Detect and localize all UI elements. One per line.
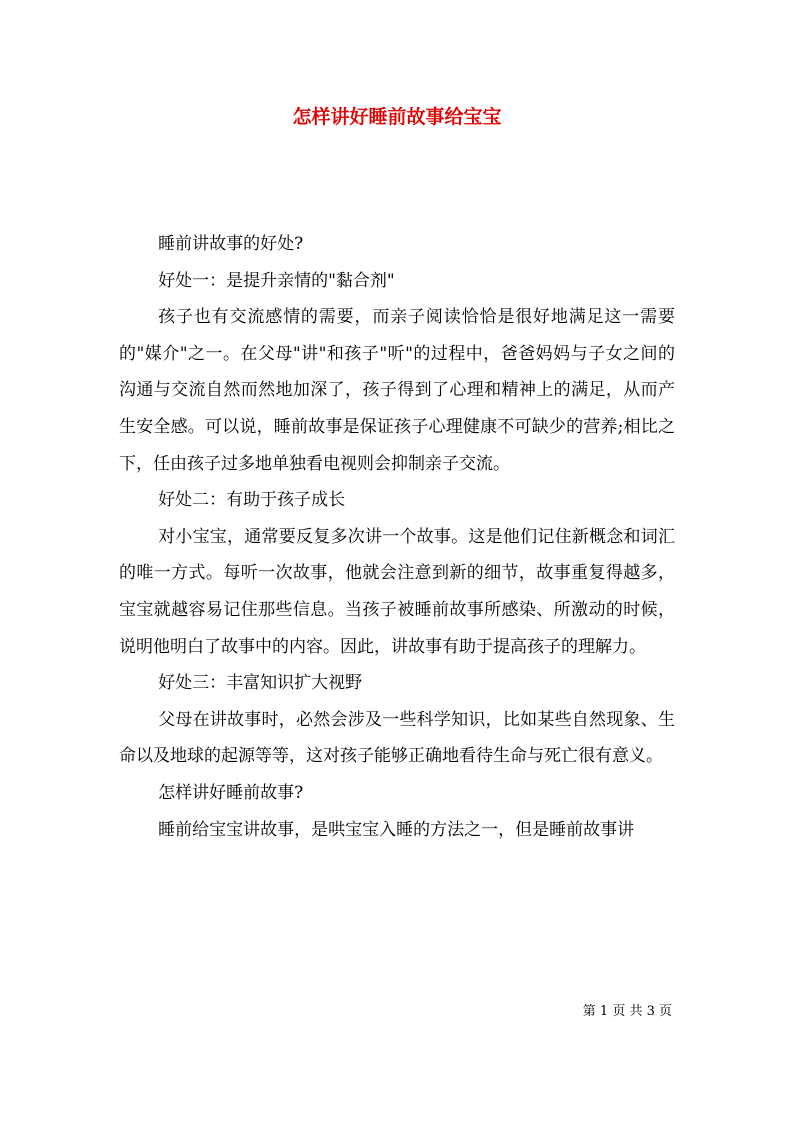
paragraph-benefit-three-body: 父母在讲故事时，必然会涉及一些科学知识，比如某些自然现象、生命以及地球的起源等等，这对孩子能够正确地看待生命与死亡很有意义。: [119, 709, 675, 767]
paragraph-benefit-two-body: 对小宝宝，通常要反复多次讲一个故事。这是他们记住新概念和词汇的唯一方式。每听一次故事，他就会注意到新的细节，故事重复得越多，宝宝就越容易记住那些信息。当孩子被睡前故事所感染、所激动的时候，说明他明白了故事中的内容。因此，讲故事有助于提高孩子的理解力。: [119, 526, 675, 657]
page-number-footer: 第 1 页 共 3 页: [582, 1004, 672, 1019]
document-title: 怎样讲好睡前故事给宝宝: [292, 106, 502, 128]
paragraph-benefit-one-heading: 好处一：是提升亲情的"黏合剂": [158, 270, 395, 291]
document-body: [119, 226, 675, 848]
paragraph-benefit-three-heading: 好处三：丰富知识扩大视野: [158, 673, 363, 694]
paragraph-benefit-one-body: 孩子也有交流感情的需要，而亲子阅读恰恰是很好地满足这一需要的"媒介"之一。在父母"讲"和孩子"听"的过程中，爸爸妈妈与子女之间的沟通与交流自然而然地加深了，孩子得到了心理和精神上的满足，从而产生安全感。可以说，睡前故事是保证孩子心理健康不可缺少的营养;相比之下，任由孩子过多地单独看电视则会抑制亲子交流。: [119, 307, 675, 474]
paragraph-benefit-two-heading: 好处二：有助于孩子成长: [158, 490, 346, 511]
paragraph-how-to-question: 怎样讲好睡前故事?: [158, 782, 304, 803]
paragraph-benefits-question: 睡前讲故事的好处?: [158, 234, 304, 254]
paragraph-how-to-body: 睡前给宝宝讲故事，是哄宝宝入睡的方法之一，但是睡前故事讲: [158, 819, 635, 840]
